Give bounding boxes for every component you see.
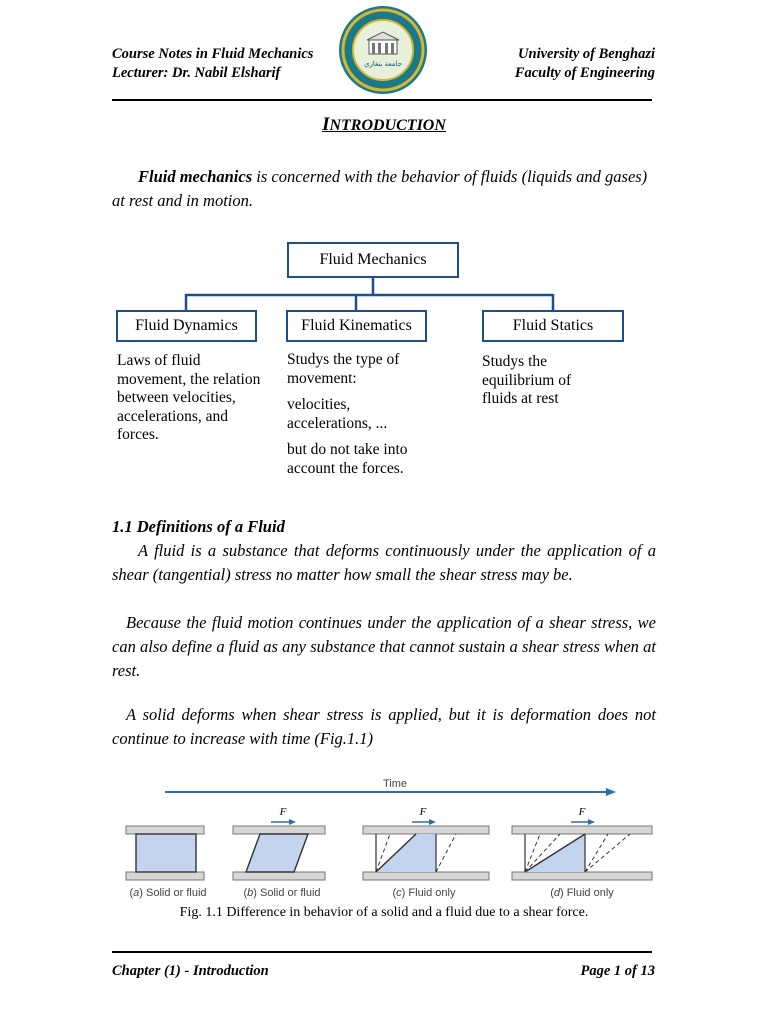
section-heading: 1.1 Definitions of a Fluid: [112, 517, 285, 536]
svg-text:F: F: [578, 806, 586, 818]
desc-text: Studys the type of movement:: [287, 351, 400, 387]
title-initial: I: [322, 114, 330, 135]
definition-paragraph-1: A fluid is a substance that deforms continuously under the application of a shear (tangential) stress no matter how small the shear stress may be.: [112, 541, 656, 584]
desc-fluid-dynamics: [117, 352, 267, 453]
university-name: University of Benghazi: [518, 46, 655, 62]
desc-text: but do not take into account the forces.: [287, 441, 408, 477]
desc-text: Laws of fluid movement, the relation between velocities, accelerations, and forces.: [117, 352, 261, 443]
intro-text: is concerned with the behavior of fluids (liquids and gases) at rest and in motion.: [112, 167, 648, 210]
definition-paragraph-3: A solid deforms when shear stress is applied, but it is deformation does not continue to increase with time (Fig.1.1): [112, 705, 656, 748]
footer-chapter: Chapter (1) - Introduction: [112, 963, 269, 979]
panel-d-label: (d) Fluid only: [550, 887, 614, 899]
desc-text: velocities, accelerations, ...: [287, 396, 388, 432]
svg-text:جامعة بنغازي: جامعة بنغازي: [364, 60, 402, 68]
panel-b-label: (b) Solid or fluid: [243, 887, 321, 899]
intro-term: Fluid mechanics: [138, 167, 253, 186]
svg-text:F: F: [279, 806, 287, 818]
title-rest: NTRODUCTION: [329, 117, 446, 134]
node-fluid-mechanics: Fluid Mechanics: [287, 242, 459, 278]
desc-fluid-statics: [482, 353, 602, 417]
panel-c: [363, 806, 489, 880]
node-fluid-statics: Fluid Statics: [482, 310, 624, 342]
panel-c-label: (c) Fluid only: [392, 887, 456, 899]
panel-b: [233, 806, 325, 880]
time-arrow-head: [606, 788, 616, 796]
time-label: Time: [382, 778, 408, 790]
svg-text:F: F: [419, 806, 427, 818]
node-fluid-dynamics: Fluid Dynamics: [116, 310, 257, 342]
footer-rule: [112, 951, 652, 953]
desc-fluid-kinematics: [287, 351, 437, 486]
course-title: Course Notes in Fluid Mechanics: [112, 46, 314, 62]
node-fluid-kinematics: Fluid Kinematics: [286, 310, 427, 342]
panel-d: [512, 806, 652, 880]
lecturer-name: Lecturer: Dr. Nabil Elsharif: [112, 65, 281, 81]
definition-paragraph-2: Because the fluid motion continues under the application of a shear stress, we can also define a fluid as any substance that cannot sustain a shear stress when at rest.: [112, 613, 656, 680]
shear-figure: [120, 770, 660, 905]
figure-caption: Fig. 1.1 Difference in behavior of a solid and a fluid due to a shear force.: [179, 905, 589, 920]
footer-page-number: Page 1 of 13: [580, 963, 655, 979]
panel-a: [126, 826, 204, 880]
panel-a-label: (a) Solid or fluid: [129, 887, 207, 899]
faculty-name: Faculty of Engineering: [514, 65, 655, 81]
desc-text: Studys the equilibrium of fluids at rest: [482, 353, 572, 407]
